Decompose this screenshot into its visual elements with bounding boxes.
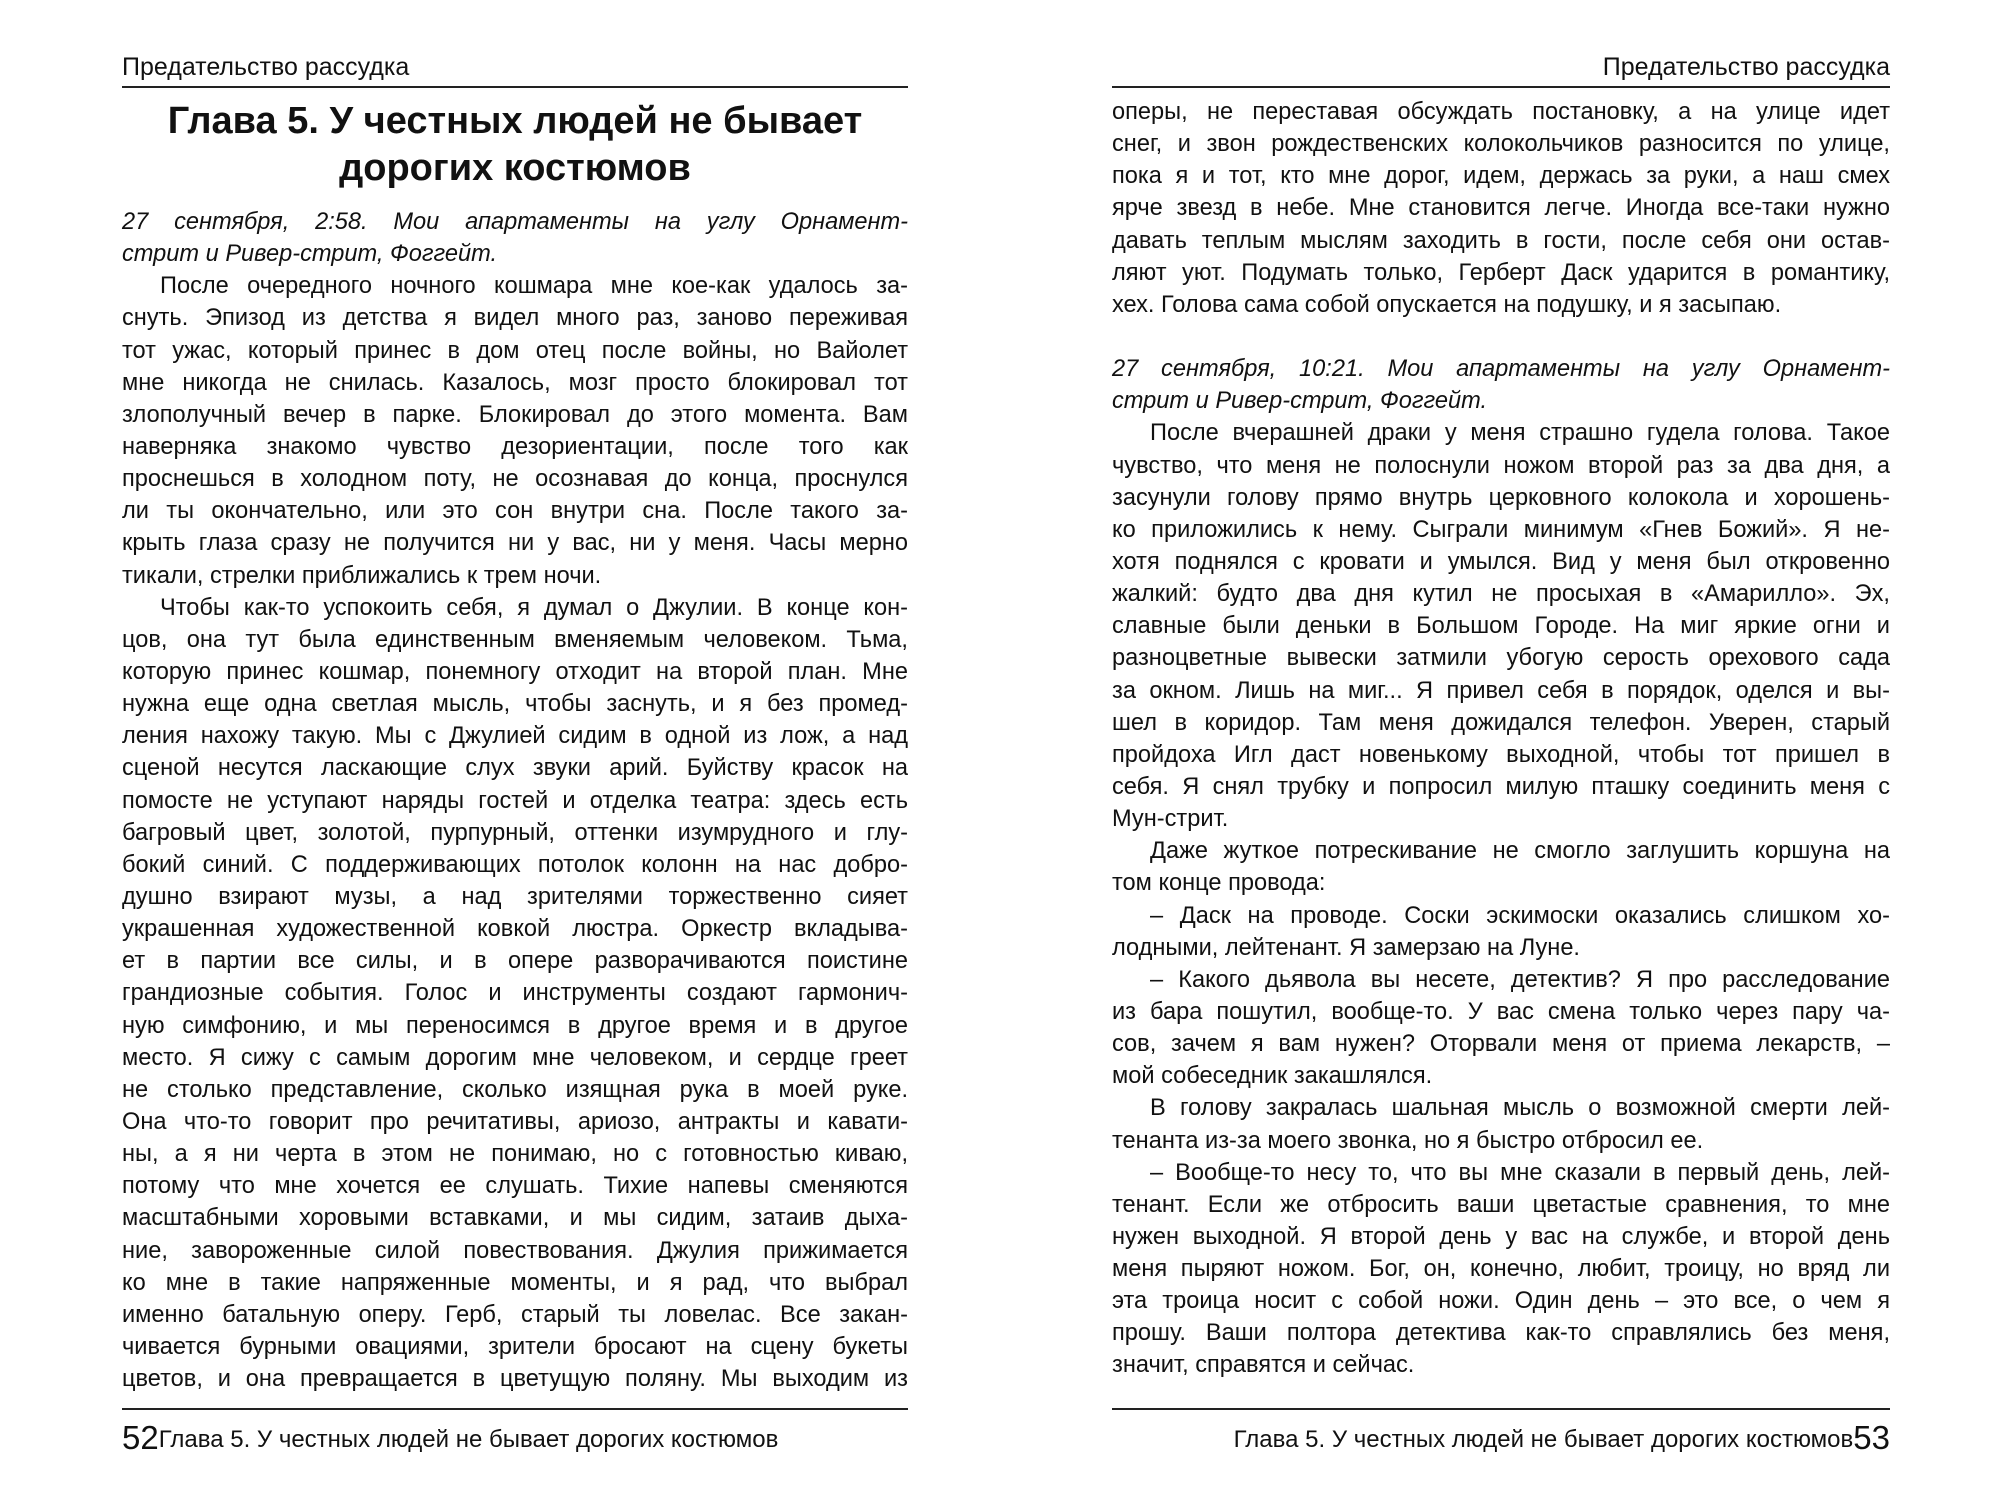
- text-line: ны, а я ни черта в этом не понимаю, но с готовностью киваю,: [122, 1141, 908, 1168]
- text-line: ную симфонию, и мы переносимся в другое время и в другое: [122, 1012, 908, 1039]
- text-line: стрит и Ривер-стрит, Фоггейт.: [122, 241, 498, 268]
- text-line: душно взирают музы, а над зрителями торжественно сияет: [122, 883, 908, 910]
- text-line: – Даск на проводе. Соски эскимоски оказались слишком хо-: [1150, 902, 1890, 929]
- text-line: украшенная художественной ковкой люстра. Оркестр вкладыва-: [122, 916, 908, 943]
- text-line: место. Я сижу с самым дорогим мне человеком, и сердце греет: [122, 1044, 908, 1071]
- text-line: снег, и звон рождественских колокольчиков разносится по улице,: [1112, 131, 1890, 158]
- paragraph: [1112, 96, 1890, 321]
- paragraph: [122, 592, 908, 1396]
- text-line: бокий синий. С поддерживающих потолок колонн на нас добро-: [122, 851, 908, 878]
- spacer: [1112, 321, 1890, 353]
- text-line: разноцветные вывески затмили убогую серость орехового сада: [1112, 645, 1890, 672]
- text-line: крыть глаза сразу не получится ни у вас, ни у меня. Часы мерно: [122, 530, 908, 557]
- text-line: цов, она тут была единственным вменяемым человеком. Тьма,: [122, 626, 908, 653]
- text-line: – Какого дьявола вы несете, детектив? Я про расследование: [1150, 966, 1890, 993]
- text-line: чивается бурными овациями, зрители бросают на сцену букеты: [122, 1333, 908, 1360]
- text-line: цветов, и она превращается в цветущую поляну. Мы выходим из: [122, 1366, 908, 1393]
- text-line: грандиозные события. Голос и инструменты создают гармонич-: [122, 980, 908, 1007]
- text-line: лодными, лейтенант. Я замерзаю на Луне.: [1112, 934, 1580, 961]
- page-body: [1112, 96, 1890, 1382]
- text-line: ляют уют. Подумать только, Герберт Даск ударится в романтику,: [1112, 259, 1890, 286]
- text-line: не столько представление, сколько изящная рука в моей руке.: [122, 1076, 908, 1103]
- text-line: Чтобы как-то успокоить себя, я думал о Джулии. В конце кон-: [160, 594, 908, 621]
- text-line: злополучный вечер в парке. Блокировал до этого момента. Вам: [122, 401, 908, 428]
- page-number: 52: [122, 1419, 159, 1456]
- chapter-title-line: Глава 5. У честных людей не бывает: [167, 100, 863, 142]
- text-line: именно батальную оперу. Герб, старый ты ловелас. Все закан-: [122, 1301, 908, 1328]
- chapter-title-line: дорогих костюмов: [339, 147, 691, 189]
- right-page: [1112, 0, 1890, 1488]
- text-line: мне никогда не снилась. Казалось, мозг просто блокировал тот: [122, 369, 908, 396]
- text-line: помосте не уступают наряды гостей и отделка театра: здесь есть: [122, 787, 908, 814]
- text-line: ние, завороженные силой повествования. Джулия прижимается: [122, 1237, 908, 1264]
- text-line: пройдоха Игл даст новенькому выходной, чтобы тот пришел в: [1112, 741, 1890, 768]
- running-footer: [1112, 1418, 1890, 1460]
- text-line: пока я и тот, кто мне дорог, идем, держась за руки, а наш смех: [1112, 163, 1890, 190]
- text-line: значит, справятся и сейчас.: [1112, 1352, 1415, 1379]
- text-line: за окном. Лишь на миг... Я привел себя в порядок, оделся и вы-: [1112, 677, 1890, 704]
- text-line: снуть. Эпизод из детства я видел много раз, заново переживая: [122, 305, 908, 332]
- text-line: Она что-то говорит про речитативы, ариозо, антракты и кавати-: [122, 1108, 908, 1135]
- running-header: Предательство рассудка: [1602, 53, 1890, 81]
- text-line: ления нахожу такую. Мы с Джулией сидим в одной из лож, а над: [122, 723, 908, 750]
- text-line: мой собеседник закашлялся.: [1112, 1063, 1433, 1090]
- text-line: жалкий: будто два дня кутил не просыхая в «Амарилло». Эх,: [1112, 581, 1890, 608]
- text-line: тенант. Если же отбросить ваши цветастые сравнения, то мне: [1112, 1191, 1890, 1218]
- left-page: [122, 0, 908, 1488]
- text-line: наверняка знакомо чувство дезориентации, после того как: [122, 433, 908, 460]
- text-line: меня пыряют ножом. Бог, он, конечно, любит, троицу, но вряд ли: [1112, 1256, 1890, 1283]
- text-line: из бара пошутил, вообще-то. У вас смена только через пару ча-: [1112, 998, 1890, 1025]
- page-body: [122, 206, 908, 1395]
- text-line: сов, зачем я вам нужен? Оторвали меня от приема лекарств, –: [1112, 1031, 1890, 1058]
- paragraph: [122, 270, 908, 591]
- text-line: шел в коридор. Там меня дожидался телефон. Уверен, старый: [1112, 709, 1890, 736]
- text-line: тикали, стрелки приближались к трем ночи.: [122, 562, 602, 589]
- paragraph: [1112, 417, 1890, 835]
- text-line: ко приложились к нему. Сыграли минимум «Гнев Божий». Я не-: [1112, 516, 1890, 543]
- text-line: потому что мне хочется ее слушать. Тихие напевы сменяются: [122, 1173, 908, 1200]
- text-line: Даже жуткое потрескивание не смогло заглушить коршуна на: [1150, 838, 1890, 865]
- header-rule: [1112, 86, 1890, 88]
- text-line: стрит и Ривер-стрит, Фоггейт.: [1112, 388, 1488, 415]
- paragraph: [1112, 964, 1890, 1093]
- text-line: том конце провода:: [1112, 870, 1326, 897]
- text-line: хех. Голова сама собой опускается на подушку, и я засыпаю.: [1112, 291, 1782, 318]
- page-number: 53: [1853, 1419, 1890, 1456]
- text-line: нужен выходной. Я второй день у вас на службе, и второй день: [1112, 1223, 1890, 1250]
- text-line: славные были деньки в Большом Городе. На миг яркие огни и: [1112, 613, 1890, 640]
- dateline: [122, 206, 908, 270]
- text-line: После очередного ночного кошмара мне кое-как удалось за-: [160, 273, 908, 300]
- paragraph: [1112, 835, 1890, 899]
- text-line: себя. Я снял трубку и попросил милую пташку соединить меня с: [1112, 773, 1890, 800]
- text-line: багровый цвет, золотой, пурпурный, оттенки изумрудного и глу-: [122, 819, 908, 846]
- dateline: [1112, 353, 1890, 417]
- text-line: ет в партии все силы, и в опере разворачиваются поистине: [122, 948, 908, 975]
- text-line: нужна еще одна светлая мысль, чтобы заснуть, и я без промед-: [122, 691, 908, 718]
- text-line: В голову закралась шальная мысль о возможной смерти лей-: [1150, 1095, 1890, 1122]
- text-line: ярче звезд в небе. Мне становится легче. Иногда все-таки нужно: [1112, 195, 1890, 222]
- text-line: проснешься в холодном поту, не осознавая до конца, проснулся: [122, 466, 908, 493]
- footer-rule: [1112, 1408, 1890, 1410]
- text-line: тот ужас, который принес в дом отец после войны, но Вайолет: [122, 337, 908, 364]
- paragraph: [1112, 900, 1890, 964]
- header-rule: [122, 86, 908, 88]
- text-line: 27 сентября, 2:58. Мои апартаменты на углу Орнамент-: [122, 209, 908, 235]
- text-line: хотя поднялся с кровати и умылся. Вид у меня был откровенно: [1112, 548, 1890, 575]
- running-header: Предательство рассудка: [122, 53, 410, 81]
- text-line: ко мне в такие напряженные моменты, и я рад, что выбрал: [122, 1269, 908, 1296]
- footer-rule: [122, 1408, 908, 1410]
- paragraph: [1112, 1092, 1890, 1156]
- text-line: чувство, что меня не полоснули ножом второй раз за два дня, а: [1112, 452, 1890, 479]
- text-line: масштабными хоровыми вставками, и мы сидим, затаив дыха-: [122, 1205, 908, 1232]
- running-footer: [122, 1418, 908, 1460]
- footer-chapter-title: Глава 5. У честных людей не бывает дорогих костюмов: [1233, 1426, 1854, 1453]
- text-line: которую принес кошмар, понемногу отходит на второй план. Мне: [122, 658, 908, 685]
- text-line: – Вообще-то несу то, что вы мне сказали в первый день, лей-: [1150, 1159, 1890, 1186]
- chapter-title: [122, 98, 908, 192]
- text-line: оперы, не переставая обсуждать постановку, а на улице идет: [1112, 99, 1890, 125]
- text-line: эта троица носит с собой ножи. Один день – это все, о чем я: [1112, 1288, 1890, 1315]
- text-line: ли ты окончательно, или это сон внутри сна. После такого за-: [122, 498, 908, 525]
- text-line: тенанта из-за моего звонка, но я быстро отбросил ее.: [1112, 1127, 1704, 1154]
- paragraph: [1112, 1157, 1890, 1382]
- text-line: Мун-стрит.: [1112, 806, 1229, 833]
- text-line: давать теплым мыслям заходить в гости, после себя они остав-: [1112, 227, 1890, 254]
- text-line: 27 сентября, 10:21. Мои апартаменты на углу Орнамент-: [1112, 356, 1890, 383]
- text-line: сценой несутся ласкающие слух звуки арий. Буйству красок на: [122, 755, 908, 782]
- footer-chapter-title: Глава 5. У честных людей не бывает дорогих костюмов: [158, 1426, 779, 1453]
- text-line: После вчерашней драки у меня страшно гудела голова. Такое: [1150, 420, 1890, 447]
- text-line: прошу. Ваши полтора детектива как-то справлялись без меня,: [1112, 1320, 1890, 1347]
- text-line: засунули голову прямо внутрь церковного колокола и хорошень-: [1112, 484, 1890, 511]
